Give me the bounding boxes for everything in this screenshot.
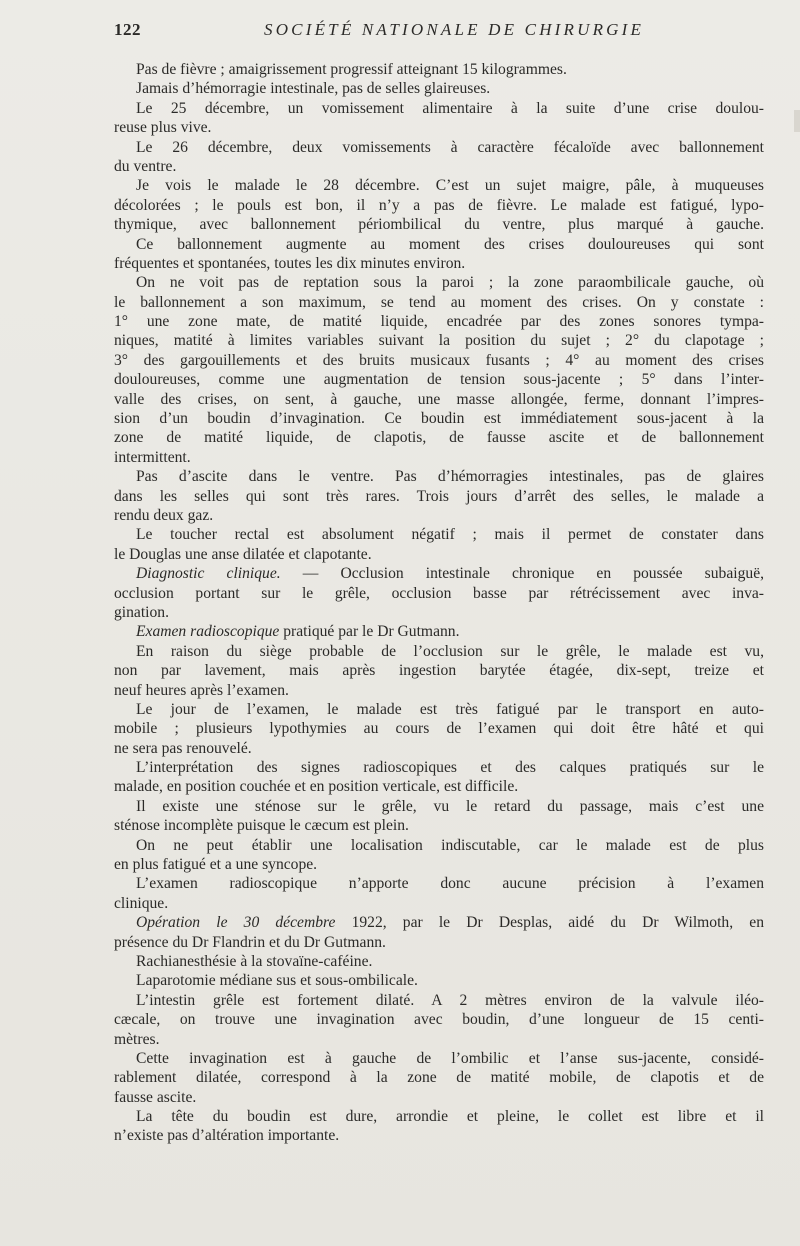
text-line: douloureuses, comme une augmentation de tension sous-jacente ; 5° dans l’inter- bbox=[114, 371, 764, 389]
text-line: On ne peut établir une localisation indiscutable, car le malade est de plus bbox=[136, 836, 764, 854]
page-edge-mark bbox=[794, 110, 800, 132]
text-line: sion d’un boudin d’invagination. Ce boudin est immédiatement sous-jacent à la bbox=[114, 410, 764, 428]
text-line: L’examen radioscopique n’apporte donc aucune précision à l’examen bbox=[136, 875, 764, 893]
text-line: Le 26 décembre, deux vomissements à caractère fécaloïde avec ballonnement bbox=[136, 138, 764, 156]
text-line: intermittent. bbox=[114, 448, 191, 466]
text-line: Le jour de l’examen, le malade est très fatigué par le transport en auto- bbox=[136, 700, 764, 718]
running-title: SOCIÉTÉ NATIONALE DE CHIRURGIE bbox=[264, 20, 645, 39]
text-line: En raison du siège probable de l’occlusion sur le grêle, le malade est vu, bbox=[136, 642, 764, 660]
page-number: 122 bbox=[114, 20, 141, 39]
text-line: du ventre. bbox=[114, 157, 177, 175]
text-line: rablement dilatée, correspond à la zone de matité mobile, de clapotis et de bbox=[114, 1069, 764, 1087]
text-line: On ne voit pas de reptation sous la paroi ; la zone paraombilicale gauche, où bbox=[136, 274, 764, 292]
text-line: dans les selles qui sont très rares. Trois jours d’arrêt des selles, le malade a bbox=[114, 487, 764, 505]
text-line: Pas de fièvre ; amaigrissement progressif atteignant 15 kilogrammes. bbox=[136, 61, 567, 78]
text-line: en plus fatigué et a une syncope. bbox=[114, 856, 318, 874]
text-line: 3° des gargouillements et des bruits musicaux fusants ; 4° au moment des crises bbox=[114, 351, 764, 369]
text-line: occlusion portant sur le grêle, occlusion basse par rétrécissement avec inva- bbox=[114, 584, 764, 602]
text-line: gination. bbox=[114, 603, 170, 621]
text-line: rendu deux gaz. bbox=[114, 506, 214, 524]
text-line: reuse plus vive. bbox=[114, 119, 212, 137]
text-line: Diagnostic clinique. — Occlusion intestinale chronique en poussée subaiguë, bbox=[136, 565, 765, 583]
text-line: fausse ascite. bbox=[114, 1088, 197, 1106]
text-line: Opération le 30 décembre 1922, par le Dr Desplas, aidé du Dr Wilmoth, en bbox=[136, 914, 764, 932]
text-line: mètres. bbox=[114, 1030, 160, 1048]
page-header bbox=[114, 20, 754, 44]
text-line: clinique. bbox=[114, 894, 169, 912]
text-line: L’intestin grêle est fortement dilaté. A 2 mètres environ de la valvule iléo- bbox=[136, 991, 764, 1009]
text-line: valle des crises, on sent, à gauche, une masse allongée, ferme, donnant l’impres- bbox=[114, 390, 764, 408]
text-line: neuf heures après l’examen. bbox=[114, 681, 289, 699]
text-line: le Douglas une anse dilatée et clapotante. bbox=[114, 545, 372, 563]
text-line: présence du Dr Flandrin et du Dr Gutmann. bbox=[114, 933, 386, 951]
text-line: zone de matité liquide, de clapotis, de fausse ascite et de ballonnement bbox=[114, 429, 764, 447]
text-line: 1° une zone mate, de matité liquide, encadrée par des zones sonores tympa- bbox=[114, 313, 764, 331]
text-line: Il existe une sténose sur le grêle, vu le retard du passage, mais c’est une bbox=[136, 797, 764, 815]
text-line: cæcale, on trouve une invagination avec boudin, d’une longueur de 15 centi- bbox=[114, 1011, 764, 1029]
text-line: Pas d’ascite dans le ventre. Pas d’hémorragies intestinales, pas de glaires bbox=[136, 468, 764, 486]
italic-lead: Examen radioscopique bbox=[136, 623, 280, 641]
text-line: Le 25 décembre, un vomissement alimentaire à la suite d’une crise doulou- bbox=[136, 99, 764, 117]
text-line: décolorées ; le pouls est bon, il n’y a pas de fièvre. Le malade est fatigué, lypo- bbox=[114, 196, 764, 214]
text-line: ne sera pas renouvelé. bbox=[114, 739, 252, 757]
text-line: n’existe pas d’altération importante. bbox=[114, 1127, 340, 1145]
text-line: fréquentes et spontanées, toutes les dix minutes environ. bbox=[114, 254, 466, 272]
text-line: Ce ballonnement augmente au moment des crises douloureuses qui sont bbox=[136, 235, 764, 253]
text-line: niques, matité à limites variables suivant la position du sujet ; 2° du clapotage ; bbox=[114, 332, 764, 350]
text-line: Jamais d’hémorragie intestinale, pas de selles glaireuses. bbox=[136, 80, 491, 98]
text-line: L’interprétation des signes radioscopiques et des calques pratiqués sur le bbox=[136, 759, 764, 777]
text-line: mobile ; plusieurs lypothymies au cours de l’examen qui doit être hâté et qui bbox=[114, 720, 764, 738]
text-line: non par lavement, mais après ingestion barytée étagée, dix-sept, treize et bbox=[114, 662, 764, 680]
text-line: Cette invagination est à gauche de l’ombilic et l’anse sus-jacente, considé- bbox=[136, 1049, 764, 1067]
body-text bbox=[114, 60, 764, 1146]
italic-lead: Diagnostic clinique. bbox=[136, 565, 281, 583]
text-line: malade, en position couchée et en position verticale, est difficile. bbox=[114, 778, 519, 796]
text-line: La tête du boudin est dure, arrondie et pleine, le collet est libre et il bbox=[136, 1108, 764, 1126]
text-line: Je vois le malade le 28 décembre. C’est un sujet maigre, pâle, à muqueuses bbox=[136, 177, 764, 195]
italic-lead: Opération le 30 décembre bbox=[136, 914, 336, 932]
text-line: Le toucher rectal est absolument négatif ; mais il permet de constater dans bbox=[136, 526, 764, 544]
text-line: thymique, avec ballonnement périombilical du ventre, plus marqué à gauche. bbox=[114, 216, 764, 234]
text-line: sténose incomplète puisque le cæcum est plein. bbox=[114, 817, 409, 835]
text-line: Rachianesthésie à la stovaïne-caféine. bbox=[136, 952, 373, 970]
text-line: le ballonnement a son maximum, se tend au moment des crises. On y constate : bbox=[114, 293, 764, 311]
text-line: Laparotomie médiane sus et sous-ombilicale. bbox=[136, 972, 418, 990]
text-line: Examen radioscopique pratiqué par le Dr Gutmann. bbox=[136, 623, 460, 641]
